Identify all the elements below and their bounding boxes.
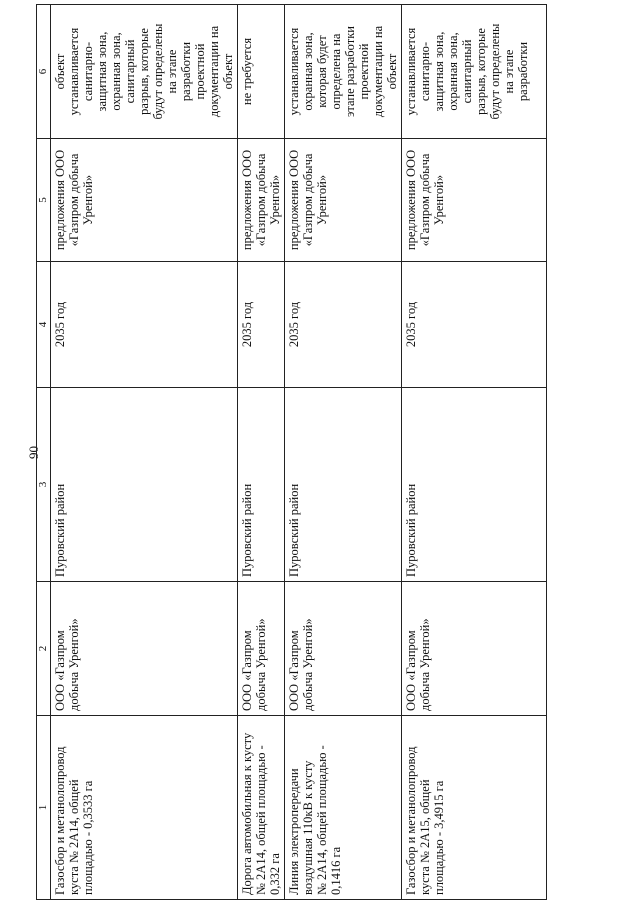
term-cell: 2035 год [53, 301, 67, 348]
location-cell: Пуровский район [240, 483, 254, 577]
header-col-6: 6 [37, 5, 51, 139]
table-row [402, 5, 547, 900]
basis-cell: предложения ООО «Газпром добыча Уренгой» [287, 149, 329, 251]
owner-cell: ООО «Газпром добыча Уренгой» [53, 618, 81, 711]
location-cell: Пуровский район [287, 483, 301, 577]
owner-cell: ООО «Газпром добыча Уренгой» [287, 618, 315, 711]
basis-cell: предложения ООО «Газпром добыча Уренгой» [240, 149, 282, 251]
table-row [285, 5, 402, 900]
term-cell: 2035 год [404, 301, 418, 348]
header-row [37, 5, 51, 900]
header-col-4: 4 [37, 262, 51, 388]
location-cell: Пуровский район [53, 483, 67, 577]
object-cell: Газосбор и метанолопровод куста № 2А15, общей площадью - 3,4915 га [404, 746, 446, 895]
zone-cell: не требуется [240, 37, 254, 106]
header-col-3: 3 [37, 388, 51, 582]
basis-cell: предложения ООО «Газпром добыча Уренгой» [53, 149, 95, 251]
header-col-2: 2 [37, 582, 51, 716]
zone-cell: устанавливается охранная зона, которая будет определена на этапе разработки проектной документации на объект [287, 25, 399, 118]
location-cell: Пуровский район [404, 483, 418, 577]
page-number: 90 [26, 446, 41, 459]
term-cell: 2035 год [287, 301, 301, 348]
table-row [51, 5, 238, 900]
owner-cell: ООО «Газпром добыча Уренгой» [240, 618, 268, 711]
header-col-5: 5 [37, 139, 51, 262]
zone-cell: устанавливается санитарно- защитная зона, охранная зона, санитарный разрыв, которые будут определены на этапе разработки [404, 23, 530, 120]
term-cell: 2035 год [240, 301, 254, 348]
data-table [36, 4, 547, 900]
object-cell: Дорога автомобильная к кусту № 2А14, общей площадью - 0,332 га [240, 732, 282, 895]
zone-cell: объект устанавливается санитарно- защитная зона, охранная зона, санитарный разрыв, которые будут определены на этапе разработки проектной документации на объект [53, 23, 235, 120]
object-cell: Линия электропередачи воздушная 110кВ к кусту № 2А14, общей площадью - 0,1416 га [287, 745, 343, 895]
basis-cell: предложения ООО «Газпром добыча Уренгой» [404, 149, 446, 251]
table-row [238, 5, 285, 900]
header-col-1: 1 [37, 716, 51, 900]
owner-cell: ООО «Газпром добыча Уренгой» [404, 618, 432, 711]
object-cell: Газосбор и метанолопровод куста № 2А14, общей площадью - 0,3533 га [53, 746, 95, 895]
